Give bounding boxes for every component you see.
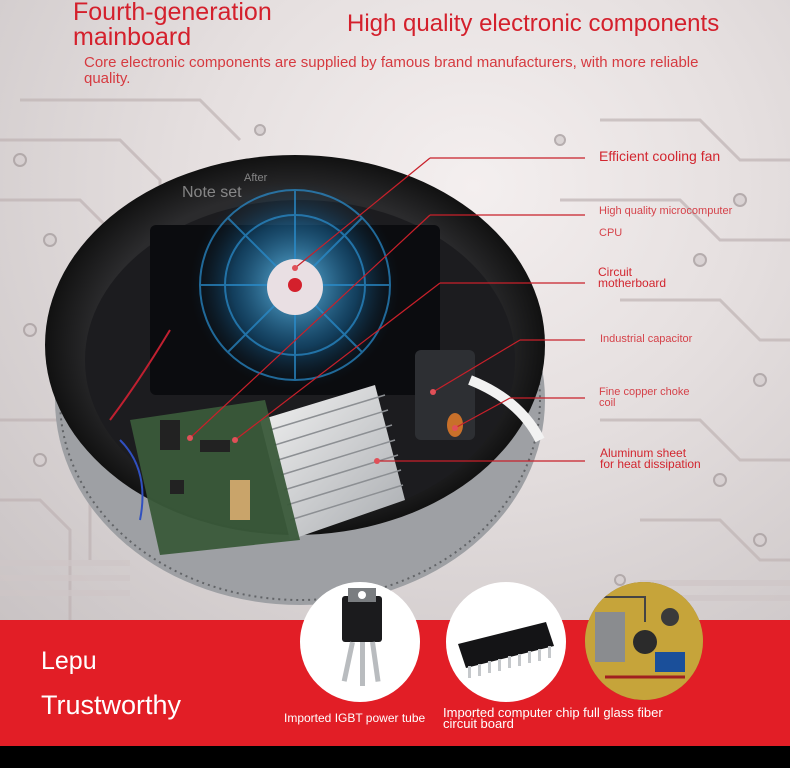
section-subtitle: Core electronic components are supplied by famous brand manufacturers, with more reliable quality. — [84, 54, 699, 87]
bottom-black-strip — [0, 746, 790, 768]
brand-slogan: Trustworthy — [41, 690, 182, 720]
brand-name: Lepu — [41, 647, 97, 675]
chip-caption-line1: Imported computer chip full glass fiber — [443, 705, 663, 720]
chip-image — [446, 582, 566, 702]
capacitor — [415, 350, 475, 440]
overlay-after-text: After — [244, 172, 268, 184]
callout-motherboard-line1: Circuit — [598, 265, 633, 279]
callout-choke-line1: Fine copper choke — [599, 386, 690, 398]
callout-cooling-fan: Efficient cooling fan — [599, 148, 721, 164]
igbt-transistor-icon — [300, 582, 420, 702]
callout-choke-line2: coil — [599, 397, 616, 409]
callout-motherboard-line2: motherboard — [598, 276, 667, 290]
circuit-board-image — [585, 582, 703, 700]
section-title-mainboard: Fourth-generation mainboard — [73, 0, 272, 51]
overlay-note-text: Note set — [182, 184, 242, 201]
chip-caption-line2: circuit board — [443, 716, 514, 731]
callout-aluminum-line1: Aluminum sheet — [600, 446, 687, 460]
igbt-caption: Imported IGBT power tube — [284, 711, 426, 725]
callout-cpu-line1: High quality microcomputer — [599, 205, 733, 217]
callout-cpu-line2: CPU — [599, 227, 623, 239]
callout-aluminum-line2: for heat dissipation — [600, 457, 701, 471]
pcb-icon — [585, 582, 703, 700]
section-title-components: High quality electronic components — [347, 10, 720, 37]
igbt-image — [300, 582, 420, 702]
callout-capacitor: Industrial capacitor — [600, 333, 693, 345]
dip-chip-icon — [446, 582, 566, 702]
